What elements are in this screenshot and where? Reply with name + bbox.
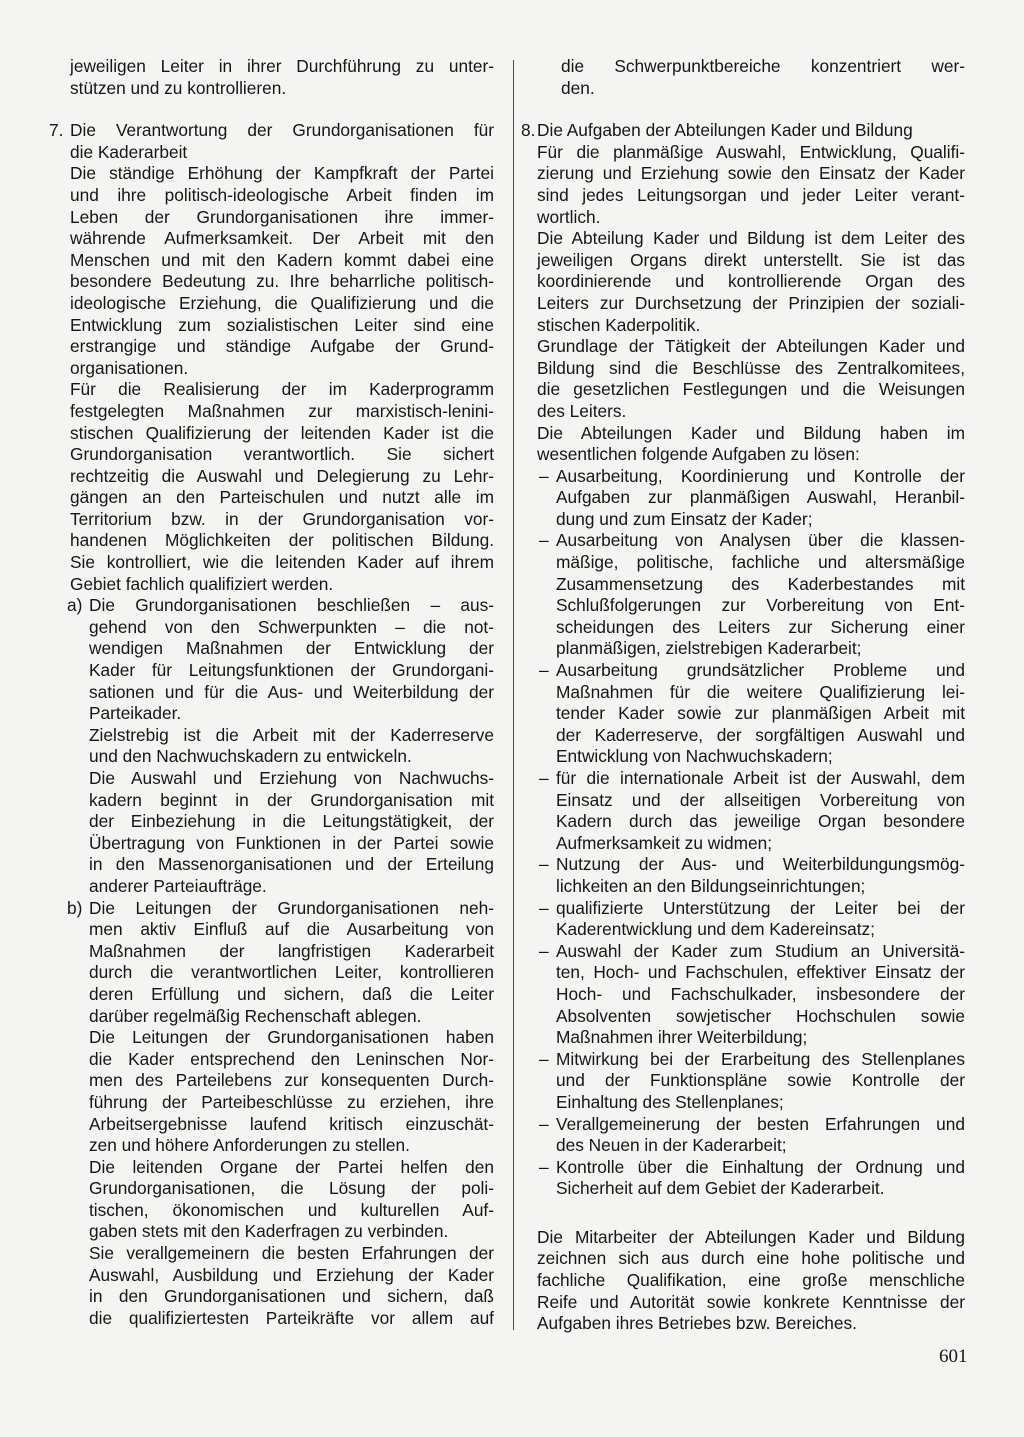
text-line: Arbeitsergebnisse laufend kritisch einzuschät- (89, 1113, 494, 1134)
text-line: Für die planmäßige Auswahl, Entwicklung, Qualifi- (537, 141, 965, 162)
text-line: wortlich. (537, 206, 601, 227)
left-column (49, 56, 494, 1329)
text-line: kadern beginnt in der Grundorganisation mit (89, 789, 494, 810)
text-line: stischen Qualifizierung der leitenden Kader ist die (70, 422, 494, 443)
task-item (537, 1157, 965, 1200)
text-line: Die ständige Erhöhung der Kampfkraft der Partei (70, 163, 494, 184)
text-line: Entwicklung von Nachwuchskadern; (556, 746, 833, 767)
heading-line: Die Verantwortung der Grundorganisationen für (70, 120, 494, 141)
task-item (537, 1114, 965, 1157)
text-line: Kadern durch das jeweilige Organ besondere (556, 811, 965, 832)
text-line: men aktiv Einfluß auf die Ausarbeitung von (89, 919, 494, 940)
text-line: Sie kontrolliert, wie die leitenden Kader auf ihrem (70, 552, 494, 573)
text-line: Nutzung der Aus- und Weiterbildungungsmög- (556, 854, 965, 875)
section-8-paragraph-1 (537, 142, 965, 228)
text-line: organisationen. (70, 357, 189, 378)
text-line: Auswahl, Ausbildung und Erziehung der Kader (89, 1264, 494, 1285)
text-line: Territorium bzw. in der Grundorganisation vor- (70, 508, 494, 529)
column-divider (513, 60, 514, 1330)
text-line: Ausarbeitung grundsätzlicher Probleme und (556, 660, 965, 681)
dash-bullet: – (539, 1048, 549, 1069)
text-line: Grundorganisationen, die Lösung der poli- (89, 1178, 494, 1199)
text-line: jeweiligen Organs direkt unterstellt. Sie ist das (537, 249, 965, 270)
text-line: Die Leitungen der Grundorganisationen haben (89, 1027, 494, 1048)
dash-bullet: – (539, 660, 549, 681)
text-line: stützen und zu kontrollieren. (70, 77, 287, 98)
item-a-marker: a) (67, 595, 83, 616)
text-line: Menschen und mit den Kadern kommt dabei eine (70, 249, 494, 270)
item-b-marker: b) (67, 897, 83, 918)
page-number: 601 (939, 1346, 968, 1367)
text-line: Gebiet fachlich qualifiziert werden. (70, 573, 334, 594)
text-line: Die Auswahl und Erziehung von Nachwuchs- (89, 768, 494, 788)
text-line: Schlußfolgerungen zur Vorbereitung von Ent- (556, 595, 965, 616)
dash-bullet: – (539, 1113, 549, 1134)
text-line: festgelegten Maßnahmen zur marxistisch-lenini- (70, 400, 494, 421)
task-item (537, 854, 965, 897)
text-line: führung der Parteibeschlüsse zu erziehen, ihre (89, 1091, 494, 1112)
heading-line: Die Aufgaben der Abteilungen Kader und Bildung (537, 120, 913, 141)
text-line: in den Grundorganisationen und sichern, daß (89, 1286, 494, 1307)
text-line: Maßnahmen ihrer Weiterbildung; (556, 1027, 808, 1048)
text-line: zeichnen sich aus durch eine hohe politische und (537, 1248, 965, 1269)
dash-bullet: – (539, 768, 549, 788)
dash-bullet: – (539, 940, 549, 961)
text-line: Die Leitungen der Grundorganisationen neh- (89, 897, 494, 918)
text-line: Ausarbeitung, Koordinierung und Kontrolle der (556, 465, 965, 486)
text-line: gehend von den Schwerpunkten – die not- (89, 616, 494, 637)
closing-paragraph (537, 1227, 965, 1335)
text-line: planmäßigen, zielstrebigen Kaderarbeit; (556, 638, 862, 659)
text-line: zierung und Erziehung sowie den Einsatz der Kader (537, 163, 965, 184)
text-line: Maßnahmen für die weitere Qualifizierung lei- (556, 681, 965, 702)
text-line: Einsatz und der allseitigen Vorbereitung von (556, 789, 965, 810)
text-line: Aufgaben zur planmäßigen Auswahl, Heranbil- (556, 487, 965, 508)
task-item (537, 466, 965, 531)
text-line: währende Aufmerksamkeit. Der Arbeit mit den (70, 228, 494, 249)
paragraph-intro (57, 56, 494, 99)
text-line: men des Parteilebens zur konsequenten Durch- (89, 1070, 494, 1091)
text-line: die Schwerpunktbereiche konzentriert wer- (561, 56, 965, 76)
text-line: deren Erfüllung und sichern, daß die Leiter (89, 983, 494, 1004)
text-line: der Kaderreserve, der sorgfältigen Auswahl und (556, 724, 965, 745)
text-line: tischen, ökonomischen und kulturellen Auf- (89, 1199, 494, 1220)
text-line: dung und zum Einsatz der Kader; (556, 508, 813, 529)
text-line: Übertragung von Funktionen in der Partei sowie (89, 832, 494, 853)
text-line: Sie verallgemeinern die besten Erfahrungen der (89, 1243, 494, 1264)
text-line: darüber regelmäßig Rechenschaft ablegen. (89, 1005, 422, 1026)
text-line: Maßnahmen der langfristigen Kaderarbeit (89, 940, 494, 961)
text-line: den. (561, 77, 595, 98)
dash-bullet: – (539, 530, 549, 551)
text-line: erstrangige und ständige Aufgabe der Grund- (70, 336, 494, 357)
section-8-heading (521, 120, 965, 142)
text-line: jeweiligen Leiter in ihrer Durchführung zu unter- (70, 56, 494, 76)
text-line: Absolventen sowjetischer Hochschulen sowie (556, 1005, 965, 1026)
text-line: ideologische Erziehung, die Qualifizierung und die (70, 292, 494, 313)
text-line: durch die verantwortlichen Leiter, kontrollieren (89, 962, 494, 983)
text-line: und der Funktionspläne sowie Kontrolle der (556, 1070, 965, 1091)
dash-bullet: – (539, 897, 549, 918)
text-line: Die Grundorganisationen beschließen – aus- (89, 595, 494, 616)
section-7-paragraph-2 (57, 379, 494, 595)
right-column (521, 56, 965, 1335)
text-line: lichkeiten an den Bildungseinrichtungen; (556, 875, 866, 896)
text-line: Verallgemeinerung der besten Erfahrungen und (556, 1113, 965, 1134)
text-line: wesentlichen folgende Aufgaben zu lösen: (537, 444, 860, 465)
section-8-paragraph-4 (537, 423, 965, 466)
text-line: die gesetzlichen Festlegungen und die Weisungen (537, 379, 965, 400)
text-line: Kontrolle über die Einhaltung der Ordnung und (556, 1156, 965, 1177)
text-line: und den Nachwuchskadern zu entwickeln. (89, 746, 412, 767)
section-8 (521, 120, 965, 1335)
text-line: scheidungen des Leiters zur Sicherung einer (556, 616, 965, 637)
text-line: Die Mitarbeiter der Abteilungen Kader und Bildung (537, 1226, 965, 1247)
text-line: Auswahl der Kader zum Studium an Universitä- (556, 940, 965, 961)
text-line: Aufgaben ihres Betriebes bzw. Bereiches. (537, 1313, 857, 1334)
text-line: der Einbeziehung in die Leitungstätigkeit, der (89, 811, 494, 832)
section-number: 7. (49, 120, 64, 141)
text-line: Sicherheit auf dem Gebiet der Kaderarbeit. (556, 1178, 885, 1199)
text-line: gaben stets mit den Kaderfragen zu verbinden. (89, 1221, 449, 1242)
text-line: Hoch- und Fachschulkader, insbesondere der (556, 983, 965, 1004)
text-line: in den Massenorganisationen und der Erteilung (89, 854, 494, 875)
text-line: mäßige, politische, fachliche und altersmäßige (556, 552, 965, 573)
text-line: des Leiters. (537, 400, 627, 421)
text-line: ten, Hoch- und Fachschulen, effektiver Einsatz der (556, 962, 965, 983)
item-b (57, 898, 494, 1330)
task-item (537, 660, 965, 768)
text-line: Ausarbeitung von Analysen über die klassen- (556, 530, 965, 551)
section-number: 8. (521, 120, 536, 141)
section-7 (49, 120, 494, 1329)
text-line: Kaderentwicklung und dem Kadereinsatz; (556, 919, 875, 940)
text-line: sationen und für die Aus- und Weiterbildung der (89, 681, 494, 702)
text-line: des Neuen in der Kaderarbeit; (556, 1135, 787, 1156)
dash-bullet: – (539, 465, 549, 486)
text-line: Zusammensetzung des Kaderbestandes mit (556, 573, 965, 594)
text-line: Bildung sind die Beschlüsse des Zentralkomitees, (537, 357, 965, 378)
text-line: Leiters zur Durchsetzung der Prinzipien der soziali- (537, 292, 965, 313)
text-line: zen und höhere Anforderungen zu stellen. (89, 1135, 410, 1156)
text-line: fachliche Qualifikation, eine große menschliche (537, 1270, 965, 1291)
text-line: tender Kader sowie zur planmäßigen Arbeit mit (556, 703, 965, 724)
text-line: Kader für Leitungsfunktionen der Grundorgani- (89, 660, 494, 681)
text-line: Die leitenden Organe der Partei helfen den (89, 1156, 494, 1177)
text-line: Die Abteilungen Kader und Bildung haben im (537, 422, 965, 443)
text-line: Mitwirkung bei der Erarbeitung des Stellenplanes (556, 1048, 965, 1069)
text-line: und ihre politisch-ideologische Arbeit finden im (70, 184, 494, 205)
text-line: die qualifiziertesten Parteikräfte vor allem auf (89, 1307, 494, 1328)
task-item (537, 530, 965, 660)
text-line: besondere Bedeutung zu. Ihre beharrliche politisch- (70, 271, 494, 292)
text-line: Zielstrebig ist die Arbeit mit der Kaderreserve (89, 724, 494, 745)
section-8-paragraph-2 (537, 228, 965, 336)
task-item (537, 941, 965, 1049)
text-line: für die internationale Arbeit ist der Auswahl, dem (556, 768, 965, 788)
task-item (537, 1049, 965, 1114)
text-line: Entwicklung zum sozialistischen Leiter sind eine (70, 314, 494, 335)
text-line: Aufmerksamkeit zu widmen; (556, 832, 773, 853)
text-line: handenen Möglichkeiten der politischen Bildung. (70, 530, 494, 551)
text-line: Reife und Autorität sowie konkrete Kenntnisse der (537, 1291, 965, 1312)
text-line: Für die Realisierung der im Kaderprogramm (70, 379, 494, 400)
section-7-heading (49, 120, 494, 163)
text-line: sind jedes Leitungsorgan und jeder Leiter verant- (537, 184, 965, 205)
task-list (537, 466, 965, 1200)
text-line: Grundlage der Tätigkeit der Abteilungen Kader und (537, 336, 965, 357)
text-line: Die Abteilung Kader und Bildung ist dem Leiter des (537, 228, 965, 249)
text-line: koordinierende und kontrollierende Organ des (537, 271, 965, 292)
text-line: Einhaltung des Stellenplanes; (556, 1091, 784, 1112)
section-7-paragraph-1 (57, 163, 494, 379)
text-line: die Kader entsprechend den Leninschen Nor- (89, 1048, 494, 1069)
text-line: gängen an den Parteischulen und nutzt alle im (70, 487, 494, 508)
text-line: qualifizierte Unterstützung der Leiter bei der (556, 897, 965, 918)
section-8-paragraph-3 (537, 336, 965, 422)
text-line: Parteikader. (89, 703, 182, 724)
dash-bullet: – (539, 854, 549, 875)
text-line: wendigen Maßnahmen der Entwicklung der (89, 638, 494, 659)
text-line: Grundorganisation verantwortlich. Sie sichert (70, 444, 494, 465)
text-line: anderer Parteiaufträge. (89, 875, 267, 896)
heading-line: die Kaderarbeit (70, 141, 188, 162)
item-a (57, 595, 494, 897)
paragraph-continuation (537, 56, 965, 99)
task-item (537, 768, 965, 854)
text-line: stischen Kaderpolitik. (537, 314, 701, 335)
dash-bullet: – (539, 1156, 549, 1177)
task-item (537, 898, 965, 941)
text-line: Leben der Grundorganisationen ihre immer- (70, 206, 494, 227)
text-line: rechtzeitig die Auswahl und Delegierung zu Lehr- (70, 465, 494, 486)
